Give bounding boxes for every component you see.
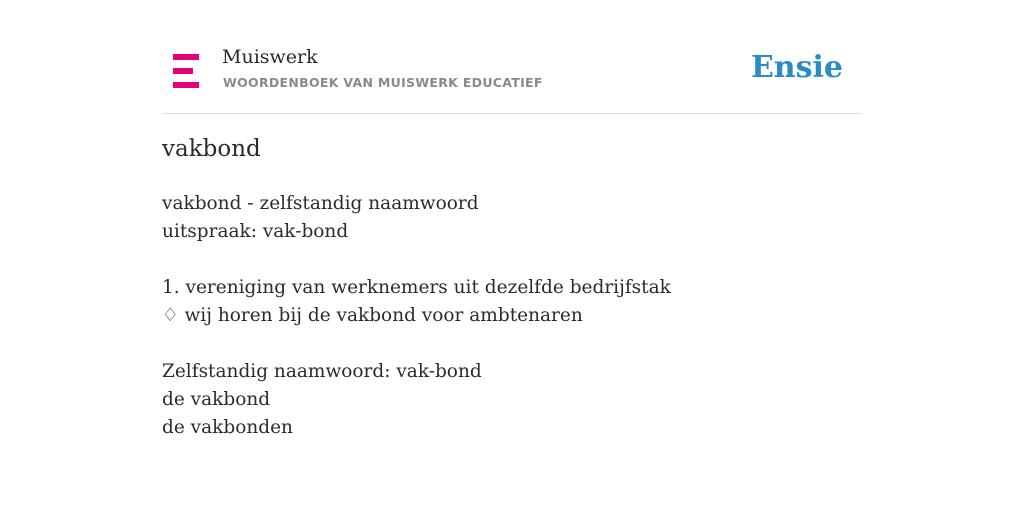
definition-line-blank — [162, 246, 862, 274]
definition-line-hyphenation: Zelfstandig naamwoord: vak-bond — [162, 361, 482, 382]
logo-bar-top — [173, 54, 199, 60]
page-title: vakbond — [162, 136, 261, 162]
definition-line-word-class: vakbond - zelfstandig naamwoord — [162, 193, 479, 214]
ensie-logo-link[interactable]: Ensie — [750, 50, 843, 85]
definition-line-blank — [162, 330, 862, 358]
definition-content — [162, 190, 862, 442]
definition-line-singular: de vakbond — [162, 389, 271, 410]
definition-line-example: ♢ wij horen bij de vakbond voor ambtenaren — [162, 305, 583, 326]
definition-line-plural: de vakbonden — [162, 417, 293, 438]
logo-bar-bottom — [173, 82, 199, 88]
definition-line-pronunciation: uitspraak: vak-bond — [162, 221, 349, 242]
brand-subtitle: WOORDENBOEK VAN MUISWERK EDUCATIEF — [223, 75, 543, 90]
muiswerk-logo-icon[interactable] — [173, 54, 199, 88]
site-header — [162, 40, 862, 114]
logo-bar-middle — [173, 68, 193, 74]
brand-name[interactable]: Muiswerk — [222, 46, 318, 68]
definition-line-meaning: 1. vereniging van werknemers uit dezelfde bedrijfstak — [162, 277, 671, 298]
